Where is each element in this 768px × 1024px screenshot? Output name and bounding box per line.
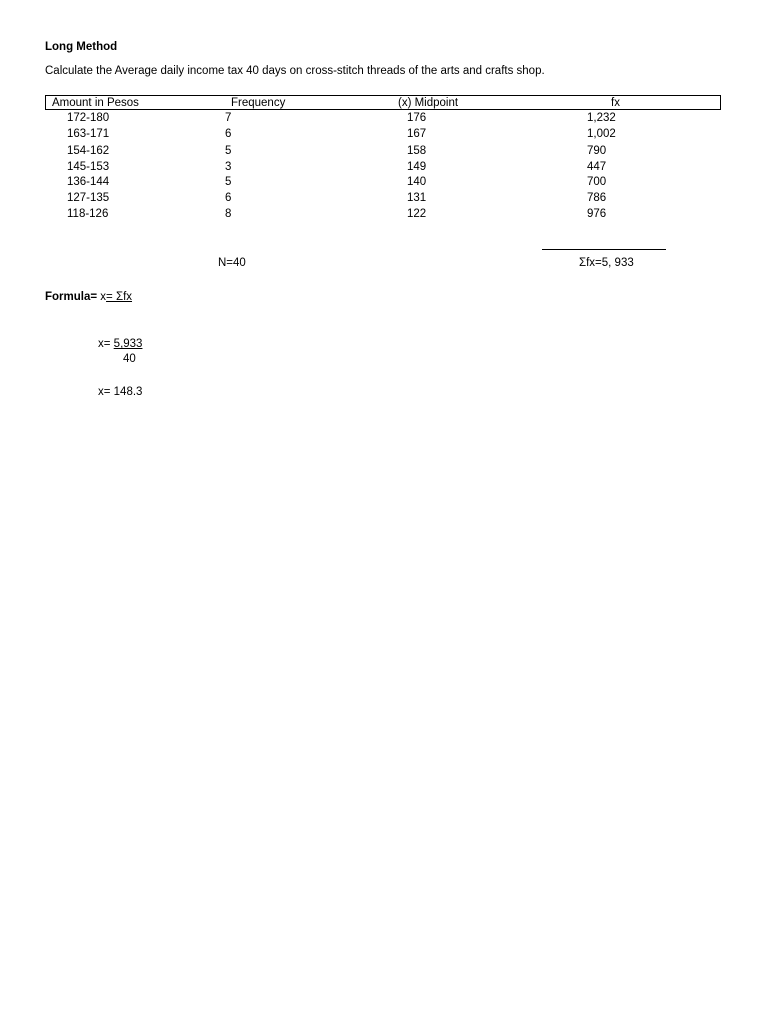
- sum-divider-line: [542, 249, 666, 250]
- cell-midpoint: 149: [407, 161, 427, 173]
- calc-lhs: x=: [98, 338, 114, 350]
- cell-midpoint: 131: [407, 192, 427, 204]
- cell-amount: 154-162: [67, 145, 110, 157]
- cell-frequency: 8: [225, 208, 232, 220]
- cell-fx: 700: [587, 176, 607, 188]
- cell-fx: 976: [587, 208, 607, 220]
- cell-amount: 163-171: [67, 128, 110, 140]
- formula-label: Formula=: [45, 291, 98, 303]
- result-text: x= 148.3: [98, 386, 143, 398]
- cell-amount: 127-135: [67, 192, 110, 204]
- cell-frequency: 5: [225, 176, 232, 188]
- cell-frequency: 3: [225, 161, 232, 173]
- header-fx: fx: [611, 97, 620, 109]
- header-midpoint: (x) Midpoint: [398, 97, 459, 109]
- total-sum-fx: Σfx=5, 933: [579, 257, 634, 269]
- cell-frequency: 5: [225, 145, 232, 157]
- cell-midpoint: 167: [407, 128, 427, 140]
- cell-frequency: 7: [225, 112, 232, 124]
- cell-amount: 145-153: [67, 161, 110, 173]
- formula-line: [45, 290, 132, 304]
- cell-amount: 118-126: [67, 208, 109, 220]
- cell-fx: 447: [587, 161, 607, 173]
- cell-amount: 172-180: [67, 112, 110, 124]
- cell-frequency: 6: [225, 192, 232, 204]
- formula-lhs: x: [100, 291, 107, 303]
- cell-fx: 786: [587, 192, 607, 204]
- cell-midpoint: 176: [407, 112, 427, 124]
- page-title: Long Method: [45, 41, 118, 53]
- cell-frequency: 6: [225, 128, 232, 140]
- calc-step: [98, 337, 142, 351]
- cell-midpoint: 140: [407, 176, 427, 188]
- cell-fx: 1,002: [587, 128, 616, 140]
- calc-denominator: 40: [123, 353, 136, 365]
- cell-fx: 790: [587, 145, 607, 157]
- total-n: N=40: [218, 257, 246, 269]
- header-frequency: Frequency: [231, 97, 286, 109]
- calc-numerator: 5,933: [113, 338, 143, 350]
- header-amount: Amount in Pesos: [52, 97, 139, 109]
- cell-midpoint: 158: [407, 145, 427, 157]
- cell-fx: 1,232: [587, 112, 616, 124]
- cell-amount: 136-144: [67, 176, 110, 188]
- cell-midpoint: 122: [407, 208, 427, 220]
- question-text: Calculate the Average daily income tax 40 days on cross-stitch threads of the arts and crafts shop.: [45, 65, 545, 77]
- formula-rhs: = Σfx: [106, 291, 133, 303]
